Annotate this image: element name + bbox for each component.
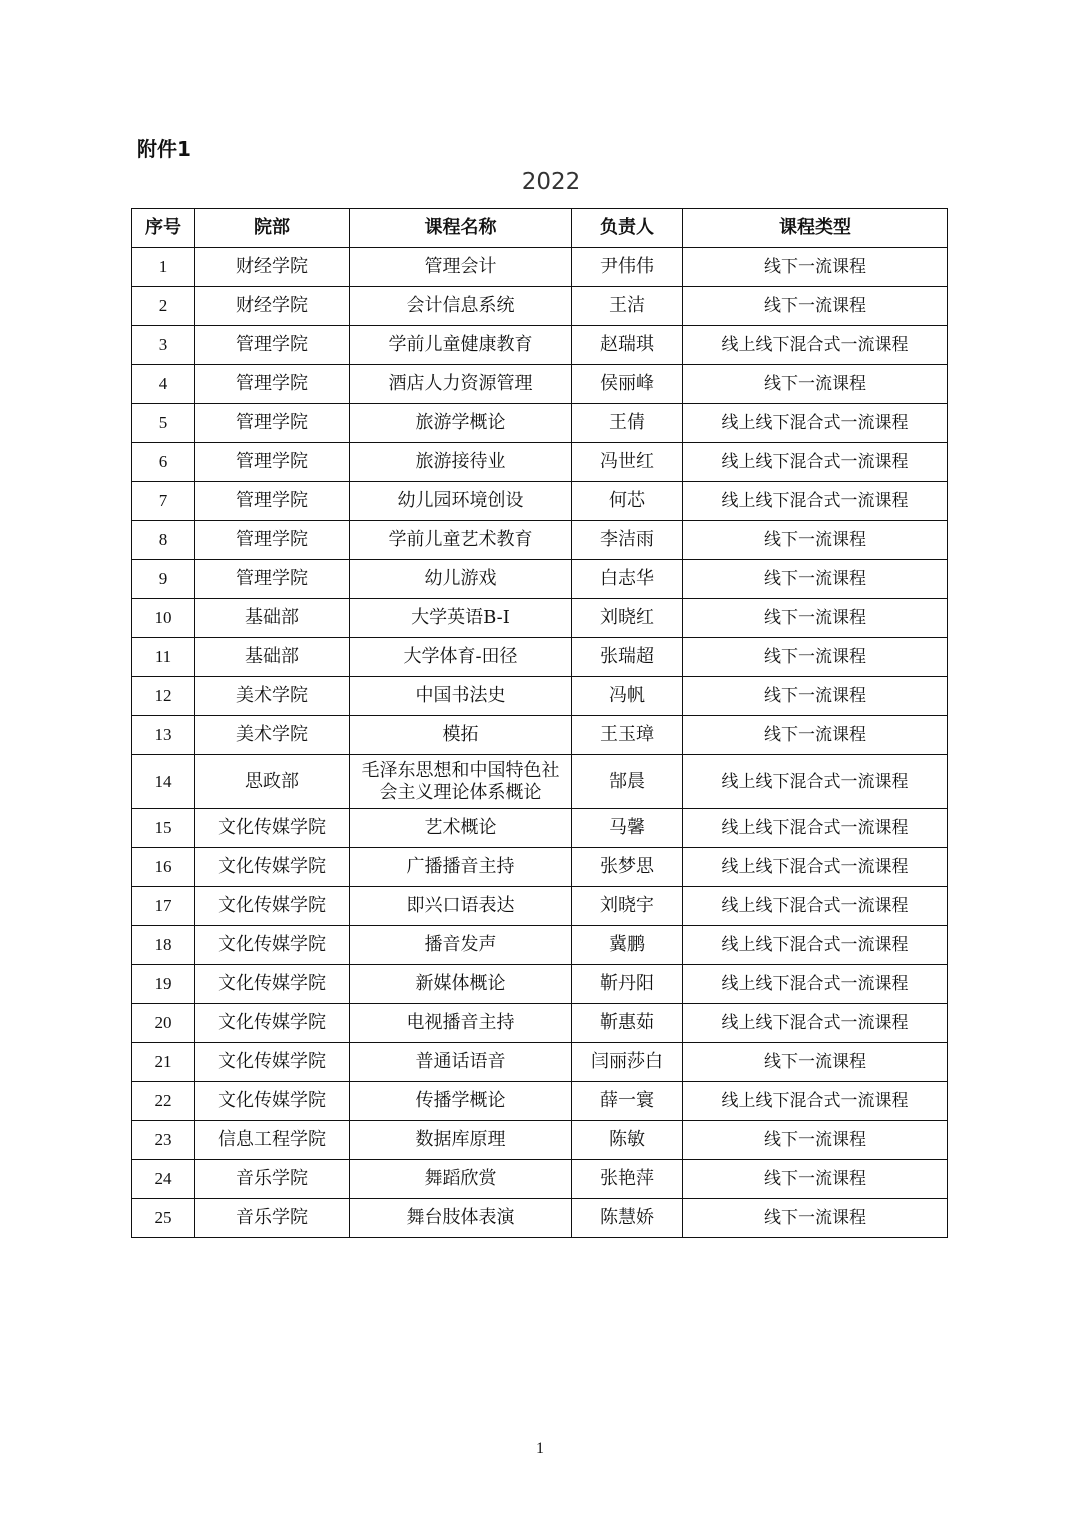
row-course-name: 模拓 <box>350 716 572 755</box>
row-department: 美术学院 <box>195 677 350 716</box>
row-course-name <box>350 755 572 809</box>
row-course-name: 学前儿童健康教育 <box>350 326 572 365</box>
row-lead: 王玉璋 <box>572 716 683 755</box>
row-lead: 侯丽峰 <box>572 365 683 404</box>
table-row <box>132 638 948 677</box>
row-lead: 郜晨 <box>572 755 683 809</box>
row-department: 财经学院 <box>195 248 350 287</box>
table-row <box>132 1160 948 1199</box>
row-index: 18 <box>132 926 195 965</box>
row-course-type: 线下一流课程 <box>683 1043 948 1082</box>
row-index: 7 <box>132 482 195 521</box>
row-course-name: 即兴口语表达 <box>350 887 572 926</box>
row-department: 思政部 <box>195 755 350 809</box>
row-department: 管理学院 <box>195 365 350 404</box>
row-lead: 张瑞超 <box>572 638 683 677</box>
row-course-type: 线上线下混合式一流课程 <box>683 809 948 848</box>
row-index: 10 <box>132 599 195 638</box>
row-department: 美术学院 <box>195 716 350 755</box>
row-course-name: 新媒体概论 <box>350 965 572 1004</box>
row-course-name: 艺术概论 <box>350 809 572 848</box>
row-course-name: 旅游接待业 <box>350 443 572 482</box>
table-row <box>132 521 948 560</box>
column-header-lead: 负责人 <box>572 209 683 248</box>
row-lead: 冯帆 <box>572 677 683 716</box>
row-course-type: 线上线下混合式一流课程 <box>683 848 948 887</box>
row-course-name: 学前儿童艺术教育 <box>350 521 572 560</box>
row-course-type: 线下一流课程 <box>683 638 948 677</box>
row-index: 2 <box>132 287 195 326</box>
row-course-type: 线上线下混合式一流课程 <box>683 887 948 926</box>
row-course-name: 大学英语B-I <box>350 599 572 638</box>
table-row <box>132 326 948 365</box>
table-row <box>132 365 948 404</box>
row-department: 文化传媒学院 <box>195 965 350 1004</box>
row-course-name: 播音发声 <box>350 926 572 965</box>
course-name-line-2: 会主义理论体系概论 <box>379 781 542 803</box>
row-department: 文化传媒学院 <box>195 1043 350 1082</box>
row-course-name: 普通话语音 <box>350 1043 572 1082</box>
row-index: 9 <box>132 560 195 599</box>
table-row <box>132 560 948 599</box>
row-course-type: 线上线下混合式一流课程 <box>683 926 948 965</box>
row-lead: 闫丽莎白 <box>572 1043 683 1082</box>
row-department: 文化传媒学院 <box>195 809 350 848</box>
row-course-name: 幼儿园环境创设 <box>350 482 572 521</box>
row-index: 15 <box>132 809 195 848</box>
row-index: 11 <box>132 638 195 677</box>
row-department: 财经学院 <box>195 287 350 326</box>
row-course-type: 线下一流课程 <box>683 287 948 326</box>
row-department: 信息工程学院 <box>195 1121 350 1160</box>
row-index: 8 <box>132 521 195 560</box>
row-course-name: 会计信息系统 <box>350 287 572 326</box>
row-department: 文化传媒学院 <box>195 1004 350 1043</box>
row-index: 24 <box>132 1160 195 1199</box>
row-lead: 陈慧娇 <box>572 1199 683 1238</box>
row-course-name: 大学体育-田径 <box>350 638 572 677</box>
row-department: 文化传媒学院 <box>195 887 350 926</box>
row-course-type: 线下一流课程 <box>683 1199 948 1238</box>
row-index: 6 <box>132 443 195 482</box>
row-index: 16 <box>132 848 195 887</box>
row-course-name: 酒店人力资源管理 <box>350 365 572 404</box>
table-row <box>132 1082 948 1121</box>
page-number: 1 <box>536 1440 544 1457</box>
row-course-type: 线上线下混合式一流课程 <box>683 755 948 809</box>
table-row <box>132 716 948 755</box>
row-lead: 刘晓宇 <box>572 887 683 926</box>
table-row <box>132 677 948 716</box>
row-course-type: 线下一流课程 <box>683 677 948 716</box>
row-lead: 赵瑞琪 <box>572 326 683 365</box>
row-department: 音乐学院 <box>195 1160 350 1199</box>
row-index: 19 <box>132 965 195 1004</box>
row-department: 管理学院 <box>195 404 350 443</box>
row-course-type: 线上线下混合式一流课程 <box>683 326 948 365</box>
row-course-name: 数据库原理 <box>350 1121 572 1160</box>
row-index: 5 <box>132 404 195 443</box>
row-lead: 靳惠茹 <box>572 1004 683 1043</box>
column-header-course-type: 课程类型 <box>683 209 948 248</box>
row-lead: 尹伟伟 <box>572 248 683 287</box>
column-header-department: 院部 <box>195 209 350 248</box>
row-department: 文化传媒学院 <box>195 1082 350 1121</box>
table-row <box>132 404 948 443</box>
row-course-name: 中国书法史 <box>350 677 572 716</box>
row-course-type: 线上线下混合式一流课程 <box>683 965 948 1004</box>
row-department: 管理学院 <box>195 482 350 521</box>
table-row <box>132 443 948 482</box>
row-department: 文化传媒学院 <box>195 848 350 887</box>
row-course-type: 线下一流课程 <box>683 248 948 287</box>
row-lead: 张梦思 <box>572 848 683 887</box>
row-index: 14 <box>132 755 195 809</box>
row-course-type: 线下一流课程 <box>683 521 948 560</box>
row-lead: 陈敏 <box>572 1121 683 1160</box>
table-row <box>132 287 948 326</box>
row-lead: 刘晓红 <box>572 599 683 638</box>
table-row <box>132 599 948 638</box>
row-course-name: 舞蹈欣赏 <box>350 1160 572 1199</box>
table-row <box>132 809 948 848</box>
row-lead: 王洁 <box>572 287 683 326</box>
row-course-name: 幼儿游戏 <box>350 560 572 599</box>
column-header-course-name: 课程名称 <box>350 209 572 248</box>
row-index: 3 <box>132 326 195 365</box>
course-name-line-1: 毛泽东思想和中国特色社 <box>361 759 560 781</box>
row-course-type: 线下一流课程 <box>683 365 948 404</box>
row-lead: 何芯 <box>572 482 683 521</box>
row-department: 音乐学院 <box>195 1199 350 1238</box>
row-lead: 李洁雨 <box>572 521 683 560</box>
row-course-type: 线上线下混合式一流课程 <box>683 482 948 521</box>
row-lead: 王倩 <box>572 404 683 443</box>
row-course-type: 线上线下混合式一流课程 <box>683 1004 948 1043</box>
table-row <box>132 887 948 926</box>
row-department: 管理学院 <box>195 560 350 599</box>
row-lead: 张艳萍 <box>572 1160 683 1199</box>
course-table <box>131 208 948 1238</box>
row-lead: 冯世红 <box>572 443 683 482</box>
row-index: 23 <box>132 1121 195 1160</box>
table-row <box>132 755 948 809</box>
row-index: 21 <box>132 1043 195 1082</box>
row-department: 管理学院 <box>195 521 350 560</box>
table-row <box>132 1004 948 1043</box>
row-course-name: 管理会计 <box>350 248 572 287</box>
table-row <box>132 1043 948 1082</box>
row-department: 管理学院 <box>195 443 350 482</box>
row-index: 22 <box>132 1082 195 1121</box>
table-row <box>132 1199 948 1238</box>
row-department: 文化传媒学院 <box>195 926 350 965</box>
row-index: 12 <box>132 677 195 716</box>
row-lead: 靳丹阳 <box>572 965 683 1004</box>
row-index: 17 <box>132 887 195 926</box>
row-department: 基础部 <box>195 599 350 638</box>
row-course-name: 旅游学概论 <box>350 404 572 443</box>
table-row <box>132 848 948 887</box>
attachment-label: 附件1 <box>137 137 191 161</box>
table-header-row <box>132 209 948 248</box>
row-course-type: 线下一流课程 <box>683 599 948 638</box>
row-department: 基础部 <box>195 638 350 677</box>
table-row <box>132 926 948 965</box>
row-course-type: 线下一流课程 <box>683 716 948 755</box>
row-course-type: 线下一流课程 <box>683 560 948 599</box>
row-index: 4 <box>132 365 195 404</box>
table-row <box>132 248 948 287</box>
row-course-type: 线上线下混合式一流课程 <box>683 443 948 482</box>
row-course-name: 广播播音主持 <box>350 848 572 887</box>
row-course-type: 线上线下混合式一流课程 <box>683 404 948 443</box>
row-index: 20 <box>132 1004 195 1043</box>
row-lead: 冀鹏 <box>572 926 683 965</box>
row-lead: 白志华 <box>572 560 683 599</box>
row-index: 25 <box>132 1199 195 1238</box>
row-department: 管理学院 <box>195 326 350 365</box>
row-course-type: 线下一流课程 <box>683 1121 948 1160</box>
row-lead: 马馨 <box>572 809 683 848</box>
row-course-name: 传播学概论 <box>350 1082 572 1121</box>
row-course-name: 舞台肢体表演 <box>350 1199 572 1238</box>
row-course-type: 线上线下混合式一流课程 <box>683 1082 948 1121</box>
table-row <box>132 1121 948 1160</box>
row-course-name: 电视播音主持 <box>350 1004 572 1043</box>
row-index: 1 <box>132 248 195 287</box>
document-year: 2022 <box>521 169 581 195</box>
column-header-index: 序号 <box>132 209 195 248</box>
table-row <box>132 965 948 1004</box>
table-row <box>132 482 948 521</box>
row-lead: 薛一寰 <box>572 1082 683 1121</box>
row-course-type: 线下一流课程 <box>683 1160 948 1199</box>
row-index: 13 <box>132 716 195 755</box>
